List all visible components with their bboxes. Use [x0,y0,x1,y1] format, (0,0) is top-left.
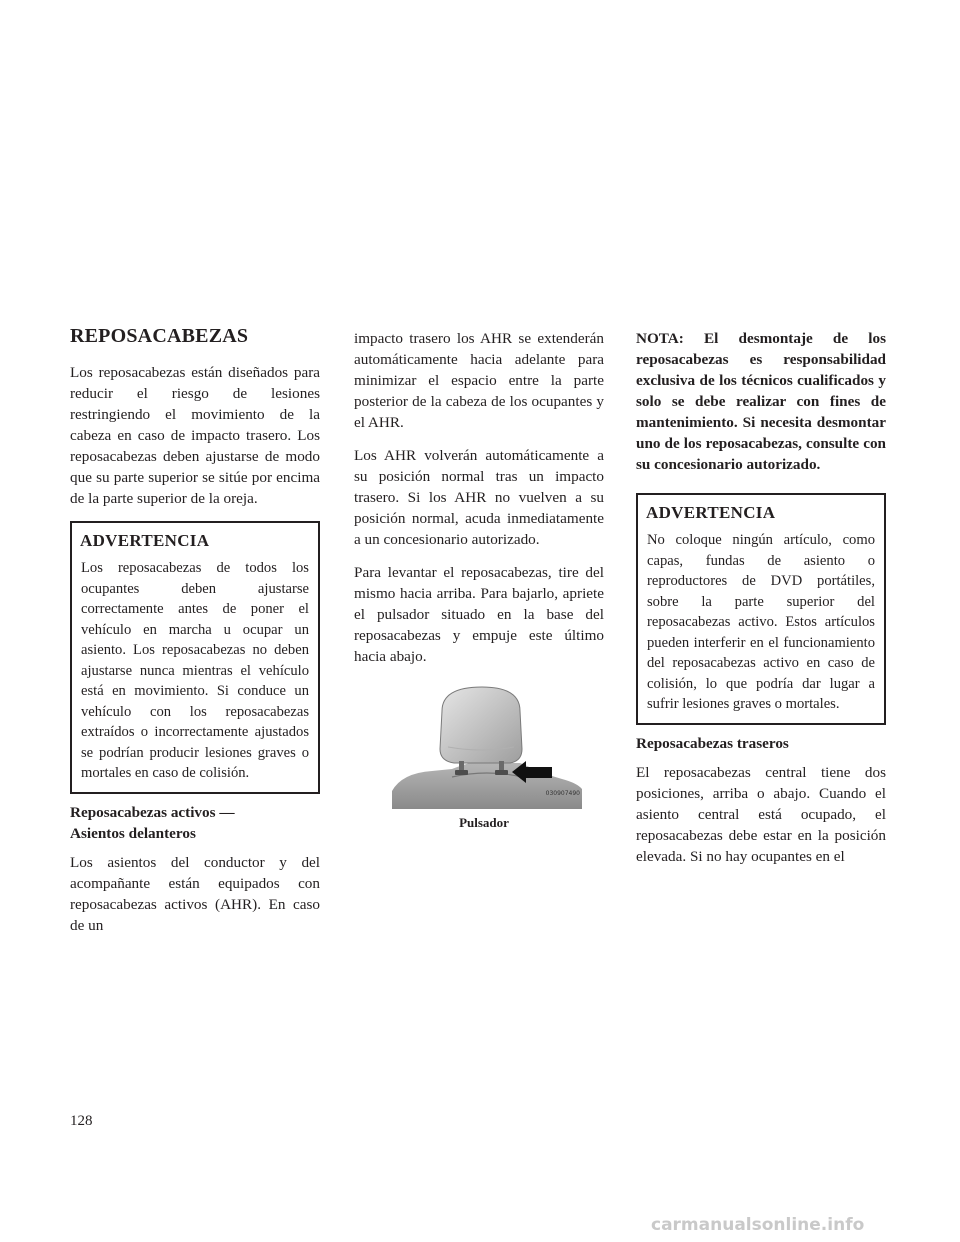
column-3 [636,328,886,879]
warning-text: No coloque ningún artículo, como capas, fundas de asiento o reproductores de DVD portátiles, sobre la parte superior del reposacabezas activo. Estos artículos pueden interferir en el funcionamiento del reposacabezas activo en caso de colisión, lo que podría dar lugar a sufrir lesiones graves o mortales. [647,532,875,712]
heading-line-2: Asientos delanteros [70,824,196,842]
section-title: REPOSACABEZAS [70,325,249,347]
page-number: 128 [70,1113,93,1129]
column-2 [354,328,604,831]
warning-box-1 [70,521,320,794]
column-1 [70,320,320,948]
headrest-figure [392,681,582,809]
heading-line-1: Reposacabezas activos — [70,803,235,821]
figure-caption: Pulsador [459,815,509,830]
rear-headrest-paragraph: El reposacabezas central tiene dos posiciones, arriba o abajo. Cuando el asiento central está ocupado, el reposacabezas debe estar en la posición elevada. Si no hay ocupantes en el [636,763,886,865]
rear-headrest-heading: Reposacabezas traseros [636,734,789,752]
intro-paragraph: Los reposacabezas están diseñados para reducir el riesgo de lesiones restringiendo el movimiento de la cabeza en caso de impacto trasero. Los reposacabezas deben ajustarse de modo que su parte superior se sitúe por encima de la parte superior de la oreja. [70,364,320,507]
watermark: carmanualsonline.info [651,1215,865,1235]
warning-box-2 [636,493,886,725]
warning-text: Los reposacabezas de todos los ocupantes deben ajustarse correctamente antes de poner el vehículo en marcha u ocupar un asiento. Los reposacabezas no deben ajustarse nunca mientras el vehículo está en movimiento. Si conduce un vehículo con los reposacabezas extraídos o incorrectamente ajustados se podrían producir lesiones graves o mortales en caso de colisión. [81,560,309,781]
ahr-paragraph: Los asientos del conductor y del acompañante están equipados con reposacabezas activos (AHR). En caso de un [70,853,320,934]
figure-code: 030907490 [545,790,580,797]
active-headrest-heading [70,802,320,844]
note-paragraph: NOTA: El desmontaje de los reposacabezas es responsabilidad exclusiva de los técnicos cualificados y solo se debe realizar con fines de mantenimiento. Si necesita desmontar uno de los reposacabezas, consulte con su concesionario autorizado. [636,330,886,473]
ahr-continued-paragraph: impacto trasero los AHR se extenderán automáticamente hacia adelante para minimizar el espacio entre la parte posterior de la cabeza de los ocupantes y el AHR. [354,330,604,431]
ahr-return-paragraph: Los AHR volverán automáticamente a su posición normal tras un impacto trasero. Si los AHR no vuelven a su posición normal, acuda inmediatamente a un concesionario autorizado. [354,447,604,548]
adjust-paragraph: Para levantar el reposacabezas, tire del mismo hacia arriba. Para bajarlo, apriete el pulsador situado en la base del reposacabezas y empuje este último hacia abajo. [354,564,604,665]
warning-title: ADVERTENCIA [646,503,776,522]
warning-title: ADVERTENCIA [80,531,210,550]
